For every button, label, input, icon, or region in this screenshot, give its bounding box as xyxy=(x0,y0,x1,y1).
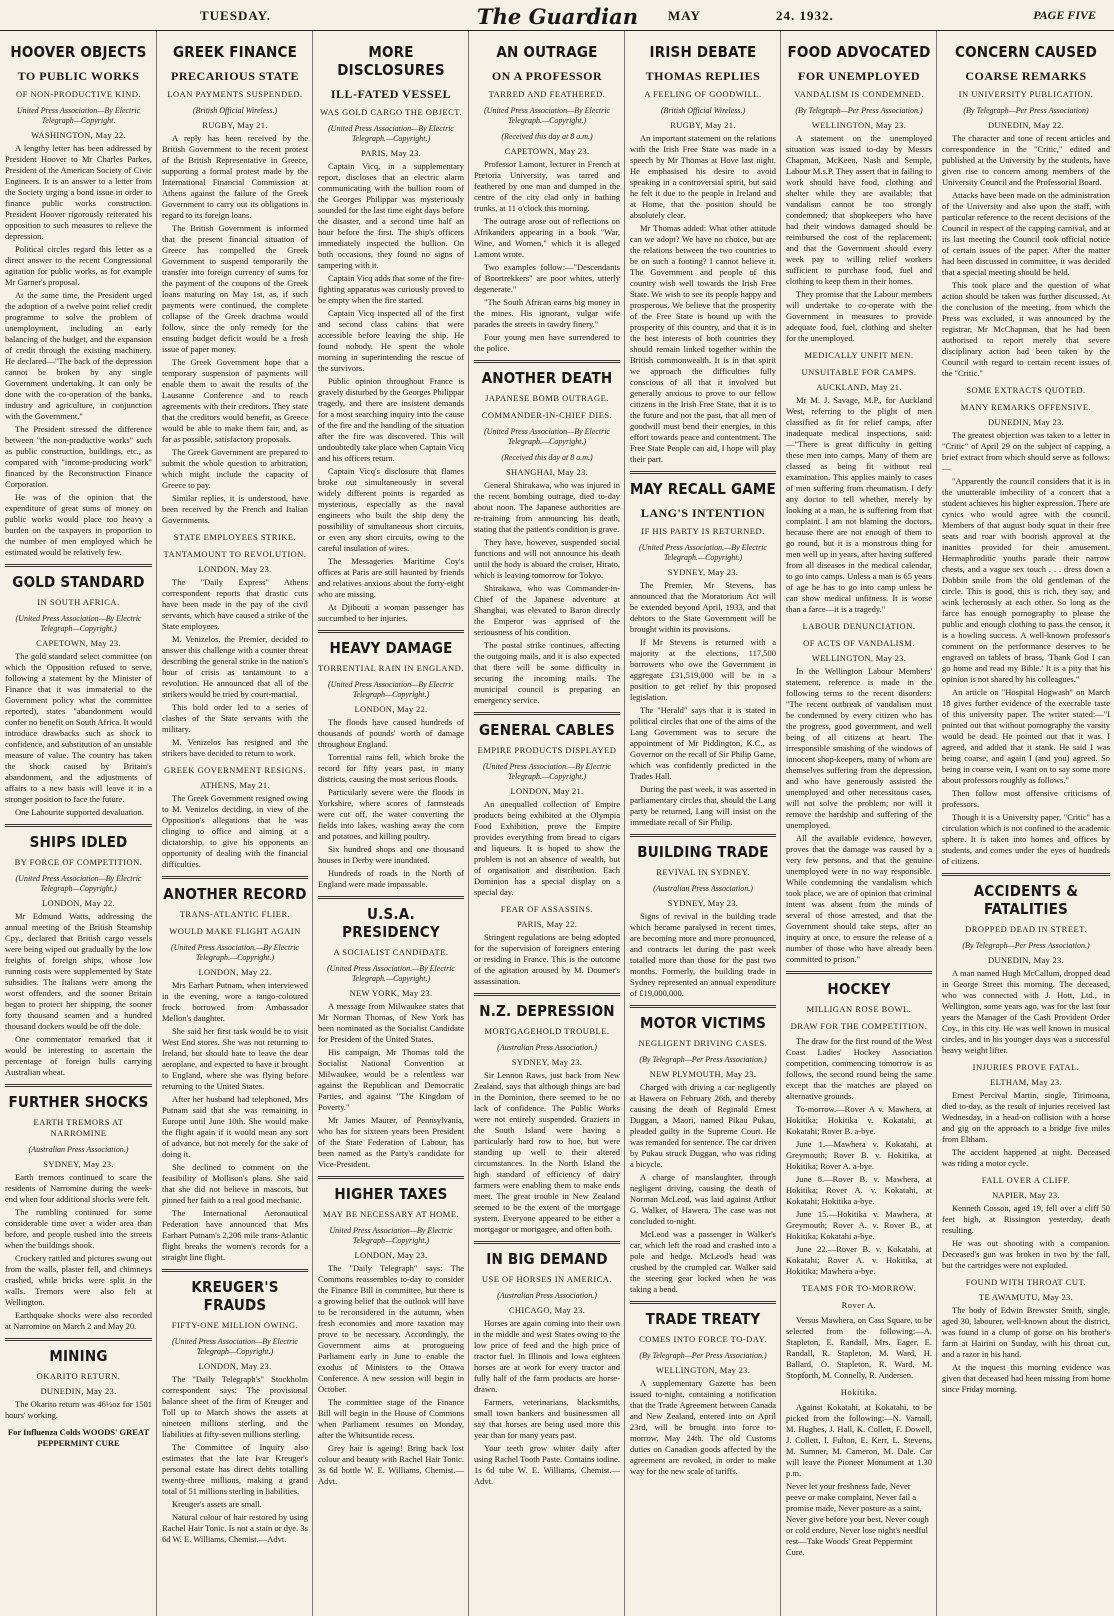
article-paragraph: The postal strike continues, affecting the outgoing mails, and it is also expected that there will be some difficulty in securing the incoming mails. The municipal council is preparing an emergency service. xyxy=(474,640,620,705)
column-rule xyxy=(318,630,464,633)
section-heading: FEAR OF ASSASSINS. xyxy=(500,904,594,914)
article-paragraph: At the same time, the President urged the adoption of a twelve point relief credit programme to solve the problem of unemployment, including an early balancing of the budget, and the expansion of credit through the existing machinery. He declared—"The back of the depression cannot be broken by any single Government undertaking. It can only be done with the co-operation of the banks, industry and agriculture, in conjunction with the Government." xyxy=(5,290,152,421)
article-paragraph: Crockery rattled and pictures swung out from the walls, plaster fell, and chimneys crashed, while bricks were split in the walls. Tremors were also felt at Wellington. xyxy=(5,1253,152,1307)
column-rule xyxy=(474,993,620,996)
article-paragraph: Captain Vicq's disclosure that flames broke out simultaneously in several widely different points is regarded as mysterious, especially as the naval engineers who built the ship deny the possibility of simultaneous short circuits, or even any short circuits, owing to the careful insulation of wires. xyxy=(318,466,464,553)
article-paragraph: One commentator remarked that it would be interesting to ascertain the percentage of foreign hulls carrying Australian wheat. xyxy=(5,1034,152,1077)
dateline: LONDON, May 21. xyxy=(510,786,584,796)
article-paragraph: June 1.—Mawhera v. Kokatahi, at Greymouth; Rover B. v. Hokitika, at Hokitika; Rover A. a-bye. xyxy=(786,1139,932,1171)
article-paragraph: "Apparently the council considers that it is in the unutterable imbecility of a concert that a student achieves his higher expression. There are cynics who would agree with the council. Members of that august body squat in their free seats and roar with boorish approval at the inanities provided for their amusement. Hermaphroditic youths parade their narrow chests, and a vague sex touch . . . dress down a Dobbin smile from the old gentleman of the circle. This is good, this is rich, they say, and wink lecherously at each other. So long as the farce has enough pornography to please the public and enough clothing to pass the censor, it is a howling success. A well-known professor's comment on the performance deserves to be engraved on tablets of brass, 'Thank God I can go home and read my Bible.' It is a pity that his opinion is not shared by his colleagues." xyxy=(942,476,1110,684)
headline: MINING xyxy=(49,1347,108,1365)
article-paragraph: A message from Milwaukee states that Mr Norman Thomas, of New York has been nominated as the Socialist Candidate for President of the United States. xyxy=(318,1001,464,1044)
wire-credit: (United Press Association—By Electric Telegraph.—Copyright.) xyxy=(484,427,610,446)
section-heading: LOAN PAYMENTS SUSPENDED. xyxy=(167,89,303,99)
subheadline: ILL-FATED VESSEL xyxy=(330,87,452,101)
wire-credit: (United Press Association.—By Electric Telegraph.—Copyright.) xyxy=(171,943,299,962)
article-paragraph: The "Daily Telegraph's" Stockholm correspondent says: The provisional balance sheet of the firm of Kreuger and Toll up to March shows the assets at nineteen millions sterling, and the liabilities at fifty-seven millions sterling. xyxy=(162,1374,308,1439)
article-paragraph: The Greek Government are prepared to submit the whole question to arbitration, which might include the capacity of Greece to pay. xyxy=(162,447,308,490)
headline: ANOTHER DEATH xyxy=(481,369,613,387)
section-heading: TANTAMOUNT TO REVOLUTION. xyxy=(163,549,307,559)
wire-credit: (United Press Association—By Electric Telegraph—Copyright.) xyxy=(15,874,142,893)
section-heading: JAPANESE BOMB OUTRAGE. xyxy=(485,393,609,403)
section-heading: MAY BE NECESSARY AT HOME. xyxy=(322,1209,460,1219)
wire-credit: (Australian Press Association.) xyxy=(28,1145,129,1154)
dateline: SYDNEY, May 23. xyxy=(667,898,739,908)
article-paragraph: Sir Lennon Raws, just back from New Zealand, says that although things are bad in the Dominion, there seemed to be no lack of confidence. The Public Works were not entirely suspended. Graziers in the South Island were having a particularly hard row to hoe, but were standing up well to their altered circumstances. In the North Island the high standard of efficiency of dairy farmers were enabling them to make ends meet. The great trouble in New Zealand seemed to be the extent of the mortgage system. Everyone appeared to be either a mortgagor or mortgagee, and often both. xyxy=(474,1070,620,1234)
article-paragraph: The British Government is informed that the present financial situation of Greece has compelled the Greek Government to suspend temporarily the transfer into foreign currency of sums for the payment of the coupons of the Greek loans maturing on May 1st, as, if such payments were continued, the complete collapse of the Greek drachma would follow, since the only remedy for the ensuing budget deficit would be a fresh issue of paper money. xyxy=(162,223,308,354)
article-paragraph: "The South African earns big money in the mines. His ignorant, vulgar wife parades the streets in tawdry finery." xyxy=(474,297,620,329)
article-paragraph: The character and tone of recent articles and correspondence in the "Critic," edited and published at the University by the students, have given rise to concern among members of the University Council and the Professorial Board. xyxy=(942,133,1110,187)
column-rule xyxy=(630,1005,776,1008)
dateline: WELLINGTON, May 23. xyxy=(655,1365,751,1375)
article-paragraph: A lengthy letter has been addressed by President Hoover to Mr Charles Parkes, President of the American Society of Civic Engineers. It is an answer to a letter from the Society urging a bond issue in order to finance public works construction. President Hoover rigorously reiterated his opposition to such measures to relieve the depression. xyxy=(5,143,152,241)
column-rule xyxy=(162,1269,308,1272)
section-heading: MANY REMARKS OFFENSIVE. xyxy=(960,402,1092,412)
dateline: SYDNEY, May 23. xyxy=(43,1159,114,1169)
headline: MORE DISCLOSURES xyxy=(337,43,445,79)
dateline: RUGBY, May 21. xyxy=(670,120,736,130)
headline: CONCERN CAUSED xyxy=(955,43,1097,61)
dateline: RUGBY, May 21. xyxy=(202,120,268,130)
article-paragraph: Professor Lamont, lecturer in French at Pretoria University, was tarred and feathered by one man and dumped in the centre of the city clad only in bathing trunks, at 11 o'clock this morning. xyxy=(474,159,620,213)
dateline: LONDON, May 22. xyxy=(354,704,428,714)
article-paragraph: The President stressed the difference between "the non-productive works" such as public construction, buildings, etc., as compared with "income-producing work" financed by the Reconstruction Finance Corporation. xyxy=(5,424,152,489)
section-heading: Rover A. xyxy=(841,1300,877,1310)
column-6 xyxy=(780,31,936,1616)
advertisement: For Influenza Colds WOODS' GREAT PEPPERMINT CURE xyxy=(7,1427,150,1448)
wire-credit: (United Press Association.—By Electric Telegraph.—Copyright.) xyxy=(639,543,767,562)
article-paragraph: Political circles regard this letter as a direct answer to the recent Congressional agitation for public works, as for example Mr Garner's proposal. xyxy=(5,244,152,287)
section-heading: A FEELING OF GOODWILL. xyxy=(644,89,762,99)
article-paragraph: Stringent regulations are being adopted for the supervision of foreigners entering or residing in France. This is the outcome of the agitation aroused by M. Doumer's assassination. xyxy=(474,932,620,986)
column-rule xyxy=(162,876,308,879)
section-heading: OKARITO RETURN. xyxy=(36,1371,121,1381)
article-paragraph: If Mr Stevens is returned with a majority at the elections, 117,500 borrowers who owe the Government in aggregate £31,519,000 will be in a position to get relief by this proposed legislation. xyxy=(630,637,776,702)
wire-credit: (By Telegraph—Per Press Association.) xyxy=(639,1055,767,1064)
article-paragraph: Captain Vicq adds that some of the fire-fighting apparatus was curiously proved to be empty when the fire started. xyxy=(318,273,464,305)
headline: ACCIDENTS & FATALITIES xyxy=(973,882,1079,918)
dateline: AUCKLAND, May 21. xyxy=(816,382,902,392)
section-heading: UNSUITABLE FOR CAMPS. xyxy=(801,367,917,377)
article-paragraph: Similar replies, it is understood, have been received by the French and Italian Governments. xyxy=(162,493,308,525)
subheadline: PRECARIOUS STATE xyxy=(171,69,299,83)
subheadline: TO PUBLIC WORKS xyxy=(17,69,140,83)
article-paragraph: This bold order led to a series of clashes of the State servants with the military. xyxy=(162,702,308,734)
section-heading: EMPIRE PRODUCTS DISPLAYED xyxy=(477,745,617,755)
article-paragraph: Earthquake shocks were also recorded at Narromine on March 2 and May 20. xyxy=(5,1310,152,1331)
wire-credit: (Australian Press Association.) xyxy=(497,1043,597,1052)
article-paragraph: The accident happened at night. Deceased was riding a motor cycle. xyxy=(942,1147,1110,1168)
article-paragraph: Mr Edmund Watts, addressing the annual meeting of the British Steamship Cpy., declared that British cargo vessels were being wiped out gradually by the low freights of foreign ships, whose low running costs were supplemented by State subsidies. The Italians were among the worst offenders, and the sooner Britain began to protect her shipping, the sooner forty thousand seamen and a hundred thousand dockers would be off the dole. xyxy=(5,911,152,1031)
article-paragraph: He was out shooting with a companion. Deceased's gun was broken in two by the fall, but the cartridges were not exploded. xyxy=(942,1238,1110,1270)
article-paragraph: Shirakawa, who was Commander-in-Chief of the Japanese adventure at Shanghai, was elevated to Baron directly the Emperor was apprised of the seriousness of his condition. xyxy=(474,583,620,637)
column-rule xyxy=(318,896,464,899)
article-paragraph: Horses are again coming into their own in the middle and west States owing to the low price of feed and the high price of tractor fuel. In Illinois and Iowa eighteen horses are at work for every tractor and fully half of the farm products are horse-drawn. xyxy=(474,1318,620,1394)
section-heading: BY FORCE OF COMPETITION. xyxy=(14,857,143,867)
article-paragraph: The floods have caused hundreds of thousands of pounds' worth of damage throughout England. xyxy=(318,717,464,749)
article-paragraph: Public opinion throughout France is gravely disturbed by the Georges Philippar tragedy, and there are insistent demands for a most searching inquiry into the cause of the fire and the handling of the situation after the fire was discovered. This will undoubtedly take place when Captain Vicq and his officers return. xyxy=(318,376,464,463)
article-paragraph: An unequalled collection of Empire products being exhibited at the Olympia Food Exhibition, prove the Empire provides everything from bread to cigars and liqueurs. It is hoped to show the problem is not an absence of wealth, but of organisation and distribution. Each Dominion has a special display on a special day. xyxy=(474,799,620,897)
dateline: WASHINGTON, May 22. xyxy=(31,130,126,140)
article-paragraph: Grey hair is ageing! Bring back lost colour and beauty with Rachel Hair Tonic. 3s 6d bottle W. E. Williams, Chemist.—Advt. xyxy=(318,1443,464,1486)
article-paragraph: They promise that the Labour members will undertake to co-operate with the Government in measures to provide adequate food, fuel, clothing and shelter for the unemployed. xyxy=(786,289,932,343)
article-paragraph: Six hundred shops and one thousand houses in Derby were inundated. xyxy=(318,844,464,865)
section-heading: OF ACTS OF VANDALISM. xyxy=(803,638,915,648)
article-paragraph: Charged with driving a car negligently at Hawera on February 26th, and thereby causing the death of Reginald Ernest Duggan, a Maori, named Pikau Pukau, pleaded guilty in the Supreme Court. He was remanded for sentence. The car driven by Pukau struck Duggan, who was riding a bicycle. xyxy=(630,1082,776,1169)
article-paragraph: Mr M. J. Savage, M.P., for Auckland West, referring to the plight of men classified as fit for relief camps, after inadequate medical inspections, said:—"There is great difficulty in getting these men into camps. Many of them are classed as being fit without real examination. This applies mainly to cases of men suffering from rheumatism. I defy any doctor to tell whether, merely by looking at a man, he is suffering from that complaint. I am not blaming the doctors, because there are not enough of them to go round, but it is a monstrous thing for men well up in years, after having suffered from all diseases in the medical calendar, to go into camps. Unless a man is 65 years of age he has to go into camp unless he can show medical unfitness. It is worse than a farce—it is a tragedy." xyxy=(786,395,932,614)
article-paragraph: The Greek Government resigned owing to M. Venizelos deciding, in view of the Opposition's allegations that he was clinging to office and aiming at a dictatorship, to give his opponents an opportunity of dealing with the financial difficulties. xyxy=(162,793,308,869)
dateline: LONDON, May 22. xyxy=(42,898,115,908)
article-paragraph: She said her first task would be to visit West End stores. She was not returning to Ireland, but should hate to leave the dear aeroplane, and expected to have it brought to England, where she was flying before returning to the United States. xyxy=(162,1026,308,1091)
article-paragraph: The Okarito return was 46½oz for 1501 hours' working. xyxy=(5,1399,152,1420)
column-rule xyxy=(318,1176,464,1179)
article-paragraph: The body of Edwin Brewster Smith, single, aged 30, labourer, well-known about the district, was found in a clump of gorse on his brother's farm at Hairini on Sunday, with his throat cut, and a razor in his hand. xyxy=(942,1305,1110,1359)
section-heading: GREEK GOVERNMENT RESIGNS. xyxy=(164,765,306,775)
article-paragraph: During the past week, it was asserted in parliamentary circles that, should the Lang party be returned, Lang will insist on the immediate recall of Sir Philip. xyxy=(630,784,776,827)
article-paragraph: The gold standard select committee (on which the Opposition refused to serve, following a statement by the Minister of Finance that it was immaterial to the Government policy what the committee reported), states "abandonment would confer no benefit on South Africa. It would introduce drawbacks such as shock to confidence, and substitution of an unstable measure of value. The country has taken the shock caused by Britain's abandonment, and the adjustments of affairs to a new basis will leave it in a stronger position to face the future. xyxy=(5,651,152,804)
section-heading: MEDICALLY UNFIT MEN. xyxy=(804,350,914,360)
dateline: WELLINGTON, May 23. xyxy=(811,653,907,663)
column-rule xyxy=(5,564,152,567)
article-paragraph: Captain Vicq, in a supplementary report, discloses that an electric alarm communicating with the bullion room of the Georges Philippar was mysteriously sounded for the last time eight days before the disaster, and a second time half an hour before the first. The ship's officers immediately inspected the bullion. On both occasions, they found no signs of tampering with it. xyxy=(318,161,464,270)
section-heading: TARRED AND FEATHERED. xyxy=(488,89,606,99)
article-paragraph: Two examples follow:—"Descendants of Boortrekkers" are poor whites, utterly degenerate." xyxy=(474,262,620,294)
dateline: DUNEDIN, May 23. xyxy=(987,417,1065,427)
dateline: NEW YORK, May 23. xyxy=(349,988,433,998)
section-heading: DROPPED DEAD IN STREET. xyxy=(965,924,1087,934)
article-paragraph: The Greek Government hope that a temporary suspension of payments will enable them to await the results of the Lausanne Conference and to reach agreements with their creditors. They state that the creditors would benefit, as Greece would be able to make them fair, and, as far as possible, satisfactory proposals. xyxy=(162,357,308,444)
column-4 xyxy=(468,31,624,1616)
column-7 xyxy=(936,31,1114,1616)
article-paragraph: Attacks have been made on the administration of the University and also upon the staff, with particular reference to the recent decisions of the Council in respect of the capping carnival, and at its last meeting the Council took official notice of certain issues of the paper. After the matter had been discussed in committee, it was decided that a special meeting should be held. xyxy=(942,190,1110,277)
article-paragraph: Though it is a University paper, "Critic" has a circulation which is not confined to the academic sphere. It is taken into homes and offices by students, and comes under the eyes of hundreds of citizens. xyxy=(942,812,1110,866)
article-paragraph: Against Kokatahi, at Kokatahi, to be picked from the following:—N. Varnall, M. Hughes, J. Hall, K. Collett, F. Dowell, J. Collett, I. Fulton, E. Kerr, L. Stevens, M. Sumner, M. Cameron, M. Dale. Car will leave the Pioneer Monument at 1.30 p.m. xyxy=(786,1402,932,1478)
headline: MAY RECALL GAME xyxy=(630,480,776,498)
section-heading: STATE EMPLOYEES STRIKE. xyxy=(173,532,297,542)
wire-credit: United Press Association—By Electric Telegraph—Copyright.) xyxy=(329,1226,453,1245)
headline: BUILDING TRADE xyxy=(637,843,769,861)
newspaper-title: The Guardian xyxy=(477,4,638,29)
article-paragraph: She declined to comment on the feasibility of Mollison's plans. She said that she did not believe in mascots, but pinned her faith to a real good mechanic. xyxy=(162,1162,308,1205)
article-paragraph: Four young men have surrendered to the police. xyxy=(474,332,620,353)
column-rule xyxy=(474,1241,620,1244)
section-heading: WAS GOLD CARGO THE OBJECT. xyxy=(320,107,462,117)
section-heading: DRAW FOR THE COMPETITION. xyxy=(790,1021,928,1031)
article-paragraph: Then follow most offensive criticisms of professors. xyxy=(942,788,1110,809)
column-rule xyxy=(630,471,776,474)
article-paragraph: The committee stage of the Finance Bill will begin in the House of Commons when Parliament resumes on Monday, after the Whitsuntide recess. xyxy=(318,1397,464,1440)
wire-credit: (By Telegraph—Per Press Association) xyxy=(963,106,1089,115)
article-paragraph: The Committee of Inquiry also estimates that the late Ivar Kreuger's personal estate has direct debts totalling twenty-three millions, making a grand total of 51 millions sterling in liabilities. xyxy=(162,1442,308,1496)
section-heading: VANDALISM IS CONDEMNED. xyxy=(794,89,924,99)
column-5 xyxy=(624,31,780,1616)
article-paragraph: Ernest Percival Martin, single, Tirimoana, died to-day, as the result of injuries received last Wednesday, in a head-on collision with a horse and gig on the approach to a bridge five miles from Eltham. xyxy=(942,1090,1110,1144)
dateline: PARIS, May 22. xyxy=(516,919,578,929)
headline: MOTOR VICTIMS xyxy=(639,1014,766,1032)
section-heading: WOULD MAKE FLIGHT AGAIN xyxy=(169,926,301,936)
column-rule xyxy=(474,360,620,363)
masthead-day: TUESDAY. xyxy=(200,8,271,23)
article-paragraph: June 15.—Hokitika v. Mawhera, at Greymouth; Rover A. v. Rover B., at Hokitika; Kokatahi a-bye. xyxy=(786,1209,932,1241)
dateline: LONDON, May 23. xyxy=(354,1250,428,1260)
wire-credit: (By Telegraph—Per Press Association.) xyxy=(639,1351,767,1360)
article-paragraph: Mr James Maurer, of Pennsylvania, who has for sixteen years been President of the State Federation of Labour, has been named as the Party's candidate for Vice-President. xyxy=(318,1115,464,1169)
article-paragraph: The International Aeronautical Federation have announced that Mrs Earhart Putnam's 2,206 mile trans-Atlantic flight breaks the women's records for a straight line flight. xyxy=(162,1208,308,1262)
headline: KREUGER'S FRAUDS xyxy=(191,1278,279,1314)
section-heading: INJURIES PROVE FATAL. xyxy=(972,1062,1080,1072)
headline: SHIPS IDLED xyxy=(29,833,128,851)
column-1 xyxy=(0,31,156,1616)
headline: N.Z. DEPRESSION xyxy=(479,1002,615,1020)
subheadline: LANG'S INTENTION xyxy=(640,506,766,520)
headline: HOCKEY xyxy=(827,980,891,998)
section-heading: OF NON-PRODUCTIVE KIND. xyxy=(15,89,142,99)
column-rule xyxy=(5,1084,152,1087)
article-paragraph: The "Herald" says that it is stated in political circles that one of the aims of the Lang Government was to secure the appointment of Mr Piddington, K.C., as Governor on the recall of Sir Philip Game, which was confidently predicted in the Trades Hall. xyxy=(630,705,776,781)
column-rule xyxy=(630,834,776,837)
wire-credit: (United Press Association—By Electric Telegraph—Copyright.) xyxy=(172,1337,298,1356)
wire-credit: (Received this day at 8 a.m.) xyxy=(501,132,593,141)
article-paragraph: Farmers, veterinarians, blacksmiths, small town bankers and businessmen all say that horses are being used more this year than for many years past. xyxy=(474,1397,620,1440)
article-paragraph: M. Venizelos has resigned and the strikers have decided to return to work. xyxy=(162,737,308,758)
dateline: DUNEDIN, May 22. xyxy=(987,120,1065,130)
headline: AN OUTRAGE xyxy=(496,43,598,61)
article-paragraph: Versus Mawhera, on Cass Square, to be selected from the following:—A. Stapleton, E. Randall, Mrs. Eager, E. Randall, R. Stapleton, M. Ward, H. Ballard, O. Stapleton, R. Ward, M. Stopforth, M. Connelly, R. Andersen. xyxy=(786,1315,932,1380)
section-heading: A SOCIALIST CANDIDATE. xyxy=(333,947,449,957)
subheadline: THOMAS REPLIES xyxy=(645,69,761,83)
article-paragraph: At Djibouti a woman passenger has succumbed to her injuries. xyxy=(318,602,464,623)
article-paragraph: Particularly severe were the floods in Yorkshire, where scores of farmsteads were cut off, the water converting the fields into lakes, washing away the corn and potatoes, and killing poultry. xyxy=(318,787,464,841)
section-heading: IN UNIVERSITY PUBLICATION. xyxy=(958,89,1094,99)
section-heading: COMES INTO FORCE TO-DAY. xyxy=(639,1334,767,1344)
article-paragraph: One Labourite supported devaluation. xyxy=(15,807,144,817)
headline: FURTHER SHOCKS xyxy=(8,1093,149,1111)
wire-credit: (British Official Wireless.) xyxy=(192,106,278,115)
headline: TRADE TREATY xyxy=(645,1310,761,1328)
article-paragraph: The Premier, Mr Stevens, has announced that the Moratorium Act will be extended beyond April, 1933, and that debtors to the State Government will be brought within its provisions. xyxy=(630,580,776,634)
section-heading: FOUND WITH THROAT CUT. xyxy=(965,1277,1087,1287)
dateline: SYDNEY, May 23. xyxy=(511,1057,583,1067)
article-paragraph: The greatest objection was taken to a letter in "Critic" of April 29 on the subject of capping, a brief extract from which should serve as follows:— xyxy=(942,430,1110,473)
dateline: LONDON, May 22. xyxy=(198,967,272,977)
article-paragraph: The outrage arose out of reflections on Afrikanders appearing in a book "War, Wine, and Women," which it is alleged Lamont wrote. xyxy=(474,216,620,259)
column-2 xyxy=(156,31,312,1616)
article-paragraph: June 8.—Rover B. v. Mawhera, at Hokitika; Rover A. v. Kokatahi, at Kokatahi; Hokitika a-bye. xyxy=(786,1174,932,1206)
article-paragraph: A man named Hugh McCallum, dropped dead in George Street this morning. The deceased, who was connected with J. Hott, Ltd., in Wellington, some years ago, was for the last four years the Manager of the Cash Provident Order Coy., in this city. He was well known in musical circles, and in his younger days was a successful heavy weight lifter. xyxy=(942,968,1110,1055)
dateline: DUNEDIN, May 23. xyxy=(40,1386,117,1396)
article-paragraph: A supplementary Gazette has been issued to-night, containing a notification that the Trade Agreement between Canada and New Zealand, entered into on April 23rd, will be brought into force to-morrow, May 24th. The old Customs duties on Canadian goods affected by the agreement are revoked, in order to make way for the new scale of tariffs. xyxy=(630,1378,776,1476)
headline: GENERAL CABLES xyxy=(479,721,615,739)
wire-credit: (United Press Association—By Electric Telegraph.—Copyright.) xyxy=(484,106,610,125)
headline: FOOD ADVOCATED xyxy=(787,43,931,61)
wire-credit: (United Press Association—By Electric Telegraph—Copyright.) xyxy=(328,680,454,699)
article-paragraph: A charge of manslaughter, through negligent driving, causing the death of Norman McLeod, was laid against Arthur G. Walker, of Hawera. The case was not concluded to-night. xyxy=(630,1172,776,1226)
dateline: DUNEDIN, May 23. xyxy=(987,955,1065,965)
column-rule xyxy=(5,824,152,827)
article-paragraph: Hundreds of roads in the North of England were made impassable. xyxy=(318,868,464,889)
article-paragraph: Your teeth grow whiter daily after using Rachel Tooth Paste. Contains iodine. 1s 6d tube W. E. Williams, Chemist.—Advt. xyxy=(474,1443,620,1486)
article-paragraph: To-morrow.—Rover A v. Mawhera, at Hokitika; Hokitika v. Kokatahi, at Kokatahi; Rover B. a-bye. xyxy=(786,1104,932,1136)
article-paragraph: The Messageries Maritime Coy's offices at Paris are still haunted by friends and relatives anxious about the forty-eight who are missing. xyxy=(318,556,464,599)
wire-credit: (Australian Press Association.) xyxy=(653,884,753,893)
dateline: ATHENS, May 21. xyxy=(200,780,270,790)
article-paragraph: McLeod was a passenger in Walker's car, which left the road and crashed into a pole and hedge. McLeod's head was crushed by the crumpled car. Walker said the steering gear locked when he was taking a bend. xyxy=(630,1229,776,1294)
section-heading: TRANS-ATLANTIC FLIER. xyxy=(179,909,291,919)
dateline: NEW PLYMOUTH, May 23. xyxy=(649,1069,757,1079)
article-paragraph: A reply has been received by the British Government to the recent protest of the British Representative in Greece, supporting a formal protest made by the International Financial Commission at Athens against the failure of the Greek Government to carry out its obligations in regard to its foreign loans. xyxy=(162,133,308,220)
headline: GREEK FINANCE xyxy=(172,43,298,61)
dateline: NAPIER, May 23. xyxy=(992,1190,1060,1200)
article-paragraph: He was of the opinion that the expenditure of great sums of money on public works would place too heavy a burden on the taxpayers in proportion to the number of men employed which he estimated would be relatively few. xyxy=(5,492,152,557)
wire-credit: (United Press Association—By Electric Telegraph.—Copyright.) xyxy=(328,124,454,143)
headline: IRISH DEBATE xyxy=(649,43,757,61)
section-heading: EARTH TREMORS AT NARROMINE xyxy=(33,1117,124,1138)
news-columns xyxy=(0,31,1114,1616)
article-paragraph: Captain Vicq inspected all of the first and second class cabins that were accessible before leaving the ship. He found nobody. He spent the whole morning in superintending the rescue of the survivors. xyxy=(318,308,464,373)
dateline: CHICAGO, May 23. xyxy=(508,1305,586,1315)
dateline: LONDON, May 23. xyxy=(198,1361,272,1371)
section-heading: MILLIGAN ROSE BOWL. xyxy=(806,1004,912,1014)
column-rule xyxy=(786,971,932,974)
headline: HIGHER TAXES xyxy=(334,1185,448,1203)
masthead xyxy=(0,0,1114,31)
section-heading: COMMANDER-IN-CHIEF DIES. xyxy=(481,410,613,420)
article-paragraph: Kreuger's assets are small. xyxy=(172,1499,262,1509)
section-heading: MORTGAGEHOLD TROUBLE. xyxy=(484,1026,610,1036)
dateline: LONDON, May 23. xyxy=(198,564,272,574)
dateline: CAPETOWN, May 23. xyxy=(504,146,590,156)
dateline: PARIS, May 23. xyxy=(360,148,422,158)
wire-credit: (British Official Wireless.) xyxy=(660,106,746,115)
section-heading: FIFTY-ONE MILLION OWING. xyxy=(171,1320,299,1330)
headline: HOOVER OBJECTS xyxy=(10,43,147,61)
section-heading: IN SOUTH AFRICA. xyxy=(37,597,120,607)
article-paragraph: Mr Thomas added: What other attitude can we adopt? We have no choice, but are the relations between the two countries to be on such a footing? I cannot believe it. The Government and people of this country wish well towards the Irish Free State. We wish to see its people happy and prosperous. We believe that the prosperity of the Free State is bound up with the prosperity of this country, and that it is in the best interests of both countries they should remain linked together within the British commonwealth. It is in that spirit we approach the difficulties fully conscious of all that it involved but generally anxious to prove to our fellow citizens in the Irish Free State, that it is to the future and not the past, that all men of goodwill must bend their energies, in this effort towards peace and contentment. The Free State People can aid, I hope will play their part. xyxy=(630,223,776,464)
article-paragraph: This took place and the question of what action should be taken was further discussed. At the conclusion of the meeting, from which the Press was excluded, it was announced by the registrar, Mr McChapman, that he had been authorised to report merely that severe disciplinary action had been taken by the Council with regard to certain recent issues of the "Critic." xyxy=(942,280,1110,378)
article-paragraph: An important statement on the relations with the Irish Free State was made in a speech by Mr Thomas at Hove last night. He emphasised his desire to avoid speaking in a controversial spirit, but said he felt it due to the people in Ireland and at Home, that the position should be absolutely clear. xyxy=(630,133,776,220)
article-paragraph: The rumbling continued for some considerable time over a wider area than before, and people rushed into the streets when the buildings shook. xyxy=(5,1207,152,1250)
section-heading: FALL OVER A CLIFF. xyxy=(981,1175,1071,1185)
dateline: SHANGHAI, May 23. xyxy=(505,467,589,477)
article-paragraph: All the available evidence, however, proves that the damage was caused by a very few persons, and that the genuine unemployed were in no way responsible. While condemning the vandalism which took place, we are of opinion that criminal intent was absent from the minds of several of those arrested, and that the Government should take steps, after an inquiry at once, to ensure the release of a number of those who have already been committed to prison." xyxy=(786,833,932,964)
article-paragraph: Kenneth Cosson, aged 19, fell over a cliff 50 feet high, at Rissington yesterday, death resulting. xyxy=(942,1203,1110,1235)
column-rule xyxy=(942,873,1110,876)
article-paragraph: General Shirakawa, who was injured in the recent bombing outrage, died to-day about noon. The Japanese authorities are re-training from announcing his death, stating that the patient's condition is grave. xyxy=(474,480,620,534)
masthead-month: MAY xyxy=(668,8,701,23)
headline: GOLD STANDARD xyxy=(12,573,145,591)
section-heading: LABOUR DENUNCIATION. xyxy=(802,621,916,631)
article-paragraph: Torrential rains fell, which broke the record for fifty years past, in many districts, causing the most serious floods. xyxy=(318,752,464,784)
article-paragraph: Signs of revival in the building trade which became paralysed in recent times, are becoming more and more pronounced, and contracts let during the past week totalled more than those for the past two months. Formerly, the building trade in Sydney represented an annual expenditure of £19,000,000. xyxy=(630,911,776,998)
dateline: ELTHAM, May 23. xyxy=(990,1077,1062,1087)
article-paragraph: A statement on the unemployed situation was issued to-day by Messrs Chapman, McKeen, Nash and Semple, Labour M.s.P. They assert that in failing to work should have food, clothing and shelter while they are available; that vandalism cannot be too strongly condemned; that shopkeepers who have had their windows damaged should be reimbursed the cost of the replacement; and that the Government should every week pay to willing relief workers sufficient to purchase food, fuel and clothing to keep them in their homes. xyxy=(786,133,932,286)
headline: IN BIG DEMAND xyxy=(486,1250,608,1268)
wire-credit: (United Press Association.—By Electric Telegraph.—Copyright.) xyxy=(327,964,455,983)
article-paragraph: Mrs Earhart Putnam, when interviewed in the evening, wore a tango-coloured frock borrowed from Ambassador Mellon's daughter. xyxy=(162,980,308,1023)
wire-credit: (By Telegraph—Per Press Association.) xyxy=(962,941,1090,950)
article-paragraph: The "Daily Express" Athens correspondent reports that drastic cuts have been made in the pay of the civil servants, which have caused a strike of the State employees. xyxy=(162,577,308,631)
article-paragraph: June 22.—Rover B. v. Kokatahi, at Kokatahi; Rover A. v. Hokitika, at Hokitika; Mawhera a-bye. xyxy=(786,1244,932,1276)
section-heading: TEAMS FOR TO-MORROW. xyxy=(802,1283,916,1293)
wire-credit: (United Press Association—By Electric Telegraph—Copyright.) xyxy=(15,614,142,633)
article-paragraph: At the inquest this morning evidence was given that deceased had been missing from home since Friday morning. xyxy=(942,1362,1110,1394)
column-rule xyxy=(474,712,620,715)
headline: U.S.A. PRESIDENCY xyxy=(342,905,440,941)
subheadline: FOR UNEMPLOYED xyxy=(798,69,920,83)
section-heading: TORRENTIAL RAIN IN ENGLAND. xyxy=(318,663,464,673)
wire-credit: (By Telegraph—Per Press Association.) xyxy=(795,106,923,115)
section-heading: Hokitika. xyxy=(840,1387,878,1397)
dateline: TE AWAMUTU, May 23. xyxy=(978,1292,1074,1302)
section-heading: NEGLIGENT DRIVING CASES. xyxy=(638,1038,768,1048)
article-paragraph: Natural colour of hair restored by using Rachel Hair Tonic. Is not a stain or dye. 3s 6d W. E. Williams, Chemist.—Advt. xyxy=(162,1512,308,1544)
section-heading: SOME EXTRACTS QUOTED. xyxy=(966,385,1086,395)
wire-credit: (United Press Association.—By Electric Telegraph.—Copyright.) xyxy=(483,762,611,781)
column-3 xyxy=(312,31,468,1616)
column-rule xyxy=(5,1338,152,1341)
page-number: PAGE FIVE xyxy=(1033,8,1096,22)
article-paragraph: The draw for the first round of the West Coast Ladies' Hockey Association competition, commencing tomorrow is as follows, the second round being the same except that the matches are played on alternative grounds. xyxy=(786,1036,932,1101)
section-heading: IF HIS PARTY IS RETURNED. xyxy=(641,526,765,536)
article-paragraph: They have, however, suspended social functions and will not announce his death until the body is aboard the cruiser, Hirato, which is leaving tomorrow for Tokyo. xyxy=(474,537,620,580)
article-paragraph: In the Wellington Labour Members' statement, reference is made in the following terms to the recent disorders: "The recent outbreak of vandalism must be condemned by every citizen who has the progress, good government, and well being of all citizens at heart. The irresponsible smashing of the windows of innocent shop-keepers, many of whom are themselves suffering from the depression, and who have generously assisted the unemployed and other necessitous cases, will not solve the problem; nor will it remove the hardship and suffering of the unemployed. xyxy=(786,666,932,830)
section-heading: REVIVAL IN SYDNEY. xyxy=(656,867,750,877)
section-heading: USE OF HORSES IN AMERICA. xyxy=(481,1274,613,1284)
article-paragraph: An article on "Hospital Hogwash" on March 18 gives further evidence of the execrable taste of this university paper. The writer stated:—"I pointed out that without pornography the varsity would be dead. He pointed out that it was. I agreed, and added that it stank. He said I was being coarse, and again I (and you) agreed. So being in coarse vein, I want on to say some more about professors roughly as follows." xyxy=(942,687,1110,785)
headline: ANOTHER RECORD xyxy=(163,885,307,903)
column-rule xyxy=(630,1301,776,1304)
dateline: CAPETOWN, May 23. xyxy=(36,638,121,648)
wire-credit: (Australian Press Association.) xyxy=(497,1291,597,1300)
wire-credit: United Press Association—By Electric Telegraph—Copyright. xyxy=(16,106,141,125)
article-paragraph: The "Daily Telegraph" says: The Commons reassembles to-day to consider the Finance Bill in committee, but there is a growing belief that the outlook will have to be reconsidered in the autumn, when fresh economies and more taxation may prove to be necessary. Accordingly, the Government aims at prorogueing Parliament early in June to enable the exodus of Ministers to the Ottawa Conference. A new session will begin in October. xyxy=(318,1263,464,1394)
article-paragraph: Earth tremors continued to scare the residents of Narromine during the week-end when four additional shocks were felt. xyxy=(5,1172,152,1204)
subheadline: COARSE REMARKS xyxy=(965,69,1087,83)
masthead-date: 24. 1932. xyxy=(776,8,834,23)
article-paragraph: His campaign, Mr Thomas told the Socialist National Convention at Milwaukee, would be a relentless war against the Republican and Democratic Parties, and against "The Kingdom of Poverty." xyxy=(318,1047,464,1112)
subheadline: ON A PROFESSOR xyxy=(491,69,603,83)
dateline: SYDNEY, May 23. xyxy=(667,567,739,577)
headline: HEAVY DAMAGE xyxy=(329,639,453,657)
article-paragraph: M. Venizelos, the Premier, decided to answer this challenge with a counter threat describing the general strike in the nation's hour of crisis as tantamount to a revolution. He announced that all of the strikers would be tried by court-martial. xyxy=(162,634,308,699)
dateline: WELLINGTON, May 23. xyxy=(811,120,907,130)
wire-credit: (Received this day at 8 a.m.) xyxy=(501,453,593,462)
advertisement-verse: Never let your freshness fade, Never peeve or make complaint, Never fail a promise made, Never posture as a saint, Never give before your best, Never cough or cold endure, Never lose night's needful rest—Take Woods' Great Peppermint Cure. xyxy=(786,1481,929,1557)
article-paragraph: After her husband had telephoned, Mrs Putnam said that she was remaining in Europe until June 10th. She would make the flight again if it would mean any sort of advance, but not merely for the sake of doing it. xyxy=(162,1094,308,1159)
